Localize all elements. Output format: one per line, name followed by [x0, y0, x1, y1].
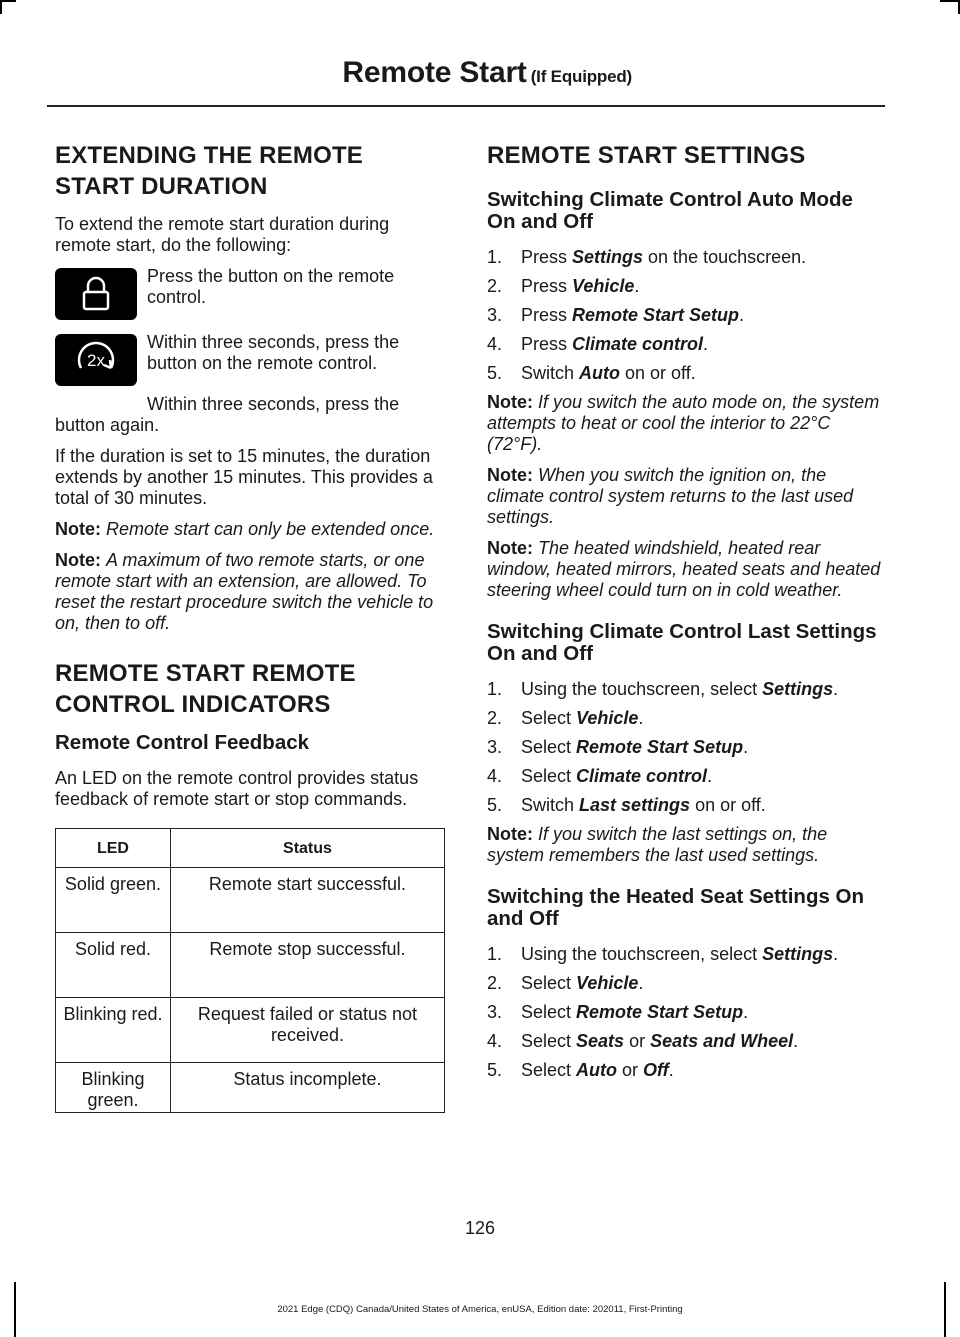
- step-text: Press: [521, 276, 573, 296]
- crop-mark: [940, 0, 960, 2]
- step-number: 2.: [487, 708, 503, 728]
- note-text: When you switch the ignition on, the climate control system returns to the last used settings.: [487, 465, 854, 527]
- step-emphasis: Last settings: [579, 795, 691, 815]
- table-cell-status: Remote stop successful.: [170, 933, 444, 998]
- list-item: [487, 1031, 882, 1052]
- right-column: [487, 140, 882, 1089]
- header-divider: [47, 105, 885, 107]
- heading-line: EXTENDING THE REMOTE: [55, 142, 364, 169]
- list-item: [487, 737, 882, 758]
- step-text: Select: [521, 1060, 577, 1080]
- note-label: Note:: [487, 538, 533, 558]
- step-lock-text: Press the button on the remote control.: [147, 266, 395, 307]
- heading-line: START DURATION: [55, 173, 268, 200]
- step-lock-row: [55, 266, 448, 320]
- step-emphasis: Off: [643, 1060, 669, 1080]
- table-cell-status: Remote start successful.: [170, 868, 444, 933]
- note-label: Note:: [487, 465, 533, 485]
- table-cell-led: Solid green.: [56, 868, 171, 933]
- header-title: Remote Start: [342, 56, 527, 89]
- step-number: 2.: [487, 276, 503, 296]
- step-text: .: [634, 276, 640, 296]
- note-text: A maximum of two remote starts, or one remote start with an extension, are allowed. To reset the restart procedure switch the vehicle to on, then to off.: [55, 550, 434, 633]
- step-text: Using the touchscreen, select: [521, 944, 763, 964]
- page-number: 126: [464, 1218, 496, 1238]
- step-emphasis: Remote Start Setup: [572, 305, 740, 325]
- note-label: Note:: [487, 392, 533, 412]
- note-label: Note:: [55, 550, 101, 570]
- step-emphasis: Vehicle: [576, 973, 639, 993]
- list-item: [487, 276, 882, 297]
- page-footer: 2021 Edge (CDQ) Canada/United States of America, enUSA, Edition date: 202011, First-Printing: [277, 1304, 683, 1315]
- step-emphasis: Settings: [572, 247, 644, 267]
- step-emphasis: Seats: [576, 1031, 625, 1051]
- steps-auto-mode: [487, 247, 882, 384]
- step-text: Press: [521, 305, 573, 325]
- step-emphasis: Vehicle: [576, 708, 639, 728]
- intro-paragraph: To extend the remote start duration during remote start, do the following:: [55, 214, 390, 255]
- step-text: Select: [521, 737, 577, 757]
- step-text: Select: [521, 766, 577, 786]
- step-number: 2.: [487, 973, 503, 993]
- section-heading-indicators: [55, 658, 448, 720]
- step-text: .: [703, 334, 709, 354]
- lock-icon: [55, 268, 137, 320]
- step-again-text: Within three seconds, press the button again.: [55, 394, 400, 435]
- note-text: The heated windshield, heated rear window, heated mirrors, heated seats and heated steering wheel could turn on in cold weather.: [487, 538, 881, 600]
- step-text: .: [739, 305, 745, 325]
- table-row: [56, 933, 445, 998]
- led-intro-paragraph: An LED on the remote control provides status feedback of remote start or stop commands.: [55, 768, 419, 809]
- list-item: [487, 679, 882, 700]
- list-item: [487, 1060, 882, 1081]
- step-text: Select: [521, 1031, 577, 1051]
- heading-line: CONTROL INDICATORS: [55, 691, 331, 718]
- note-auto-mode: [487, 392, 882, 455]
- note-ignition: [487, 465, 882, 528]
- note-max-starts: [55, 550, 448, 634]
- list-item: [487, 766, 882, 787]
- subheading-heated-seat: Switching the Heated Seat Settings On and Off: [487, 885, 865, 930]
- table-cell-status: Status incomplete.: [170, 1063, 444, 1113]
- step-2x-row: [55, 332, 448, 386]
- step-number: 5.: [487, 795, 503, 815]
- note-text: If you switch the last settings on, the system remembers the last used settings.: [487, 824, 828, 865]
- step-text: .: [833, 944, 839, 964]
- header-suffix: (If Equipped): [530, 67, 632, 86]
- step-text: .: [743, 1002, 749, 1022]
- step-text: Select: [521, 1002, 577, 1022]
- table-row: [56, 868, 445, 933]
- subheading-auto-mode: Switching Climate Control Auto Mode On and Off: [487, 188, 853, 233]
- step-text: .: [743, 737, 749, 757]
- note-last-settings: [487, 824, 882, 866]
- step-text: on or off.: [690, 795, 766, 815]
- step-text: .: [668, 1060, 674, 1080]
- heading-line: REMOTE START REMOTE: [55, 660, 356, 687]
- step-number: 4.: [487, 766, 503, 786]
- step-text: or: [624, 1031, 651, 1051]
- step-number: 5.: [487, 363, 503, 383]
- step-emphasis: Remote Start Setup: [576, 1002, 744, 1022]
- list-item: [487, 247, 882, 268]
- step-number: 4.: [487, 1031, 503, 1051]
- step-text: Select: [521, 973, 577, 993]
- step-number: 4.: [487, 334, 503, 354]
- note-text: Remote start can only be extended once.: [106, 519, 435, 539]
- step-2x-text: Within three seconds, press the button on the remote control.: [147, 332, 400, 373]
- step-emphasis: Auto: [576, 1060, 618, 1080]
- step-number: 1.: [487, 247, 503, 267]
- step-text: .: [793, 1031, 799, 1051]
- subheading-last-settings: Switching Climate Control Last Settings On and Off: [487, 620, 877, 665]
- steps-heated-seat: [487, 944, 882, 1081]
- step-emphasis: Climate control: [576, 766, 708, 786]
- step-number: 3.: [487, 305, 503, 325]
- step-number: 1.: [487, 679, 503, 699]
- step-number: 5.: [487, 1060, 503, 1080]
- remote-start-2x-icon: [55, 334, 137, 386]
- note-cold-weather: [487, 538, 882, 601]
- note-text: If you switch the auto mode on, the system attempts to heat or cool the interior to 22°C (72°F).: [487, 392, 880, 454]
- table-cell-led: Blinking red.: [56, 998, 171, 1063]
- step-text: Switch: [521, 363, 580, 383]
- step-text: .: [707, 766, 713, 786]
- step-number: 3.: [487, 737, 503, 757]
- step-emphasis: Remote Start Setup: [576, 737, 744, 757]
- subheading-feedback: Remote Control Feedback: [55, 731, 310, 754]
- step-emphasis: Climate control: [572, 334, 704, 354]
- step-emphasis: Seats and Wheel: [650, 1031, 794, 1051]
- step-text: Press: [521, 334, 573, 354]
- table-row: [56, 998, 445, 1063]
- step-text: Switch: [521, 795, 580, 815]
- list-item: [487, 944, 882, 965]
- note-label: Note:: [55, 519, 101, 539]
- step-text: on the touchscreen.: [643, 247, 807, 267]
- list-item: [487, 363, 882, 384]
- step-emphasis: Auto: [579, 363, 621, 383]
- table-header-led: LED: [56, 829, 171, 868]
- step-text: Using the touchscreen, select: [521, 679, 763, 699]
- list-item: [487, 334, 882, 355]
- step-text: Select: [521, 708, 577, 728]
- step-text: .: [638, 973, 644, 993]
- steps-last-settings: [487, 679, 882, 816]
- crop-mark: [0, 0, 2, 14]
- step-number: 3.: [487, 1002, 503, 1022]
- table-cell-status: Request failed or status not received.: [170, 998, 444, 1063]
- led-status-table: [55, 828, 445, 1113]
- step-text: .: [833, 679, 839, 699]
- table-cell-led: Solid red.: [56, 933, 171, 998]
- step-text: .: [638, 708, 644, 728]
- section-heading-extending: [55, 140, 448, 202]
- page-header: [342, 56, 632, 90]
- table-header-status: Status: [170, 829, 444, 868]
- note-remote-once: [55, 519, 448, 540]
- section-heading-settings: REMOTE START SETTINGS: [487, 142, 806, 169]
- note-label: Note:: [487, 824, 533, 844]
- step-number: 1.: [487, 944, 503, 964]
- step-emphasis: Settings: [762, 944, 834, 964]
- left-column: [55, 140, 448, 1113]
- list-item: [487, 1002, 882, 1023]
- list-item: [487, 708, 882, 729]
- step-text: or: [617, 1060, 644, 1080]
- icon-2x-label: 2x: [87, 351, 105, 370]
- list-item: [487, 795, 882, 816]
- list-item: [487, 305, 882, 326]
- step-text: Press: [521, 247, 573, 267]
- step-emphasis: Settings: [762, 679, 834, 699]
- table-header-row: [56, 829, 445, 868]
- table-row: [56, 1063, 445, 1113]
- step-text: on or off.: [620, 363, 696, 383]
- step-emphasis: Vehicle: [572, 276, 635, 296]
- table-cell-led: Blinking green.: [56, 1063, 171, 1113]
- duration-paragraph: If the duration is set to 15 minutes, the duration extends by another 15 minutes. This provides a total of 30 minutes.: [55, 446, 433, 508]
- list-item: [487, 973, 882, 994]
- crop-mark: [0, 0, 16, 2]
